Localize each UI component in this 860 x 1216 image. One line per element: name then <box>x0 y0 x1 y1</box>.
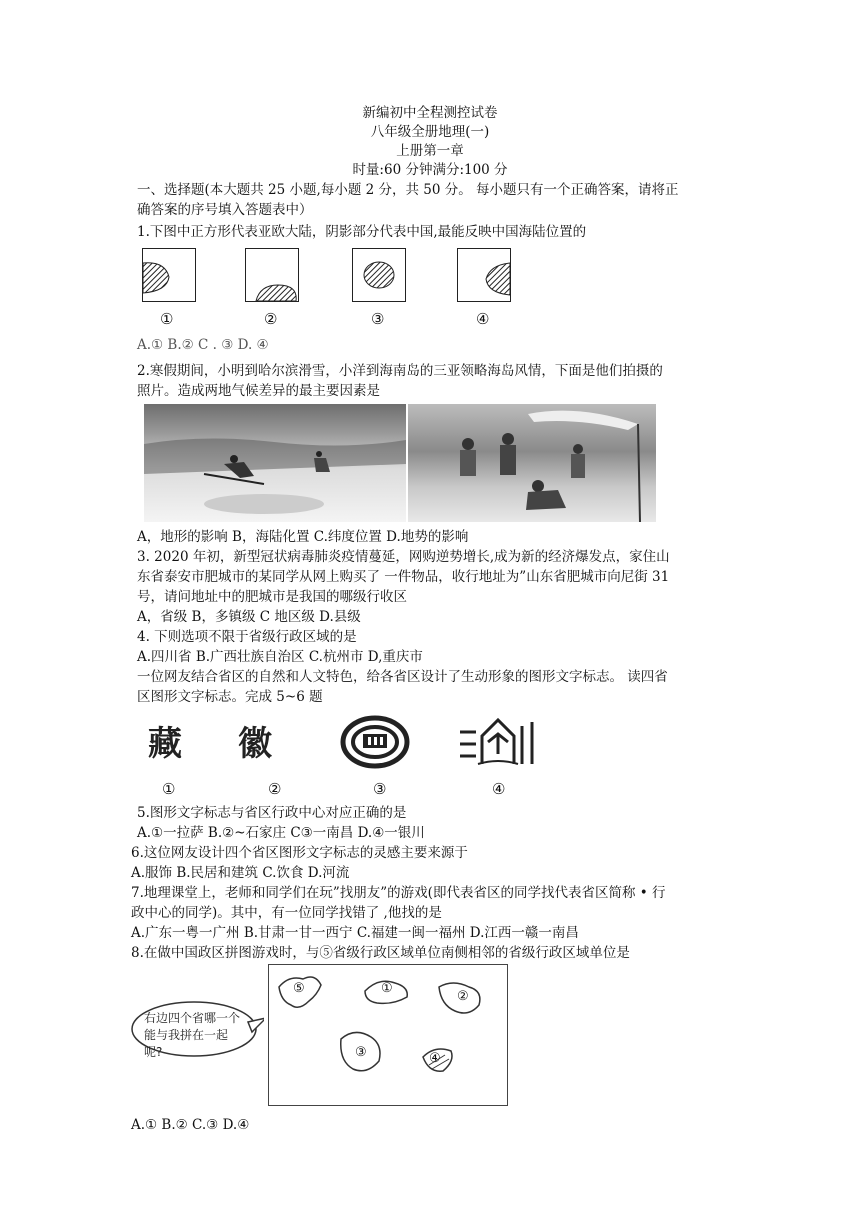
question-1-figures <box>140 246 540 336</box>
beach-photo <box>408 404 656 522</box>
question-3-stem-line1: 3. 2020 年初，新型冠状病毒肺炎疫情蔓延，网购逆势增长,成为新的经济爆发点，家住山 <box>137 549 670 565</box>
question-7-stem-line2: 政中心的同学)。其中，有一位同学找错了 ,他找的是 <box>131 905 442 921</box>
anhui-logo: 徽 <box>238 724 270 764</box>
figure-square-3 <box>352 248 406 302</box>
province-shapes-panel <box>268 964 508 1106</box>
map-label-2: ② <box>457 989 469 1004</box>
exam-chapter: 上册第一章 <box>396 143 464 159</box>
figure-square-1 <box>142 248 196 302</box>
chongqing-logo <box>458 714 538 770</box>
question-4-stem: 4. 下则选项不限于省级行政区域的是 <box>137 629 357 645</box>
section-intro-line1: 一、选择题(本大题共 25 小题,每小题 2 分，共 50 分。 每小题只有一个正确答案，请将正 <box>137 182 679 198</box>
province-logo-figures <box>140 710 540 800</box>
question-3-stem-line3: 号，请问地址中的肥城市是我国的哪级行收区 <box>137 589 407 605</box>
question-6-stem: 6.这位网友设计四个省区图形文字标志的灵感主要来源于 <box>131 845 468 861</box>
question-5-6-intro-line2: 区图形文字标志。完成 5~6 题 <box>137 689 323 705</box>
question-8-stem: 8.在做中国政区拼图游戏时，与⑤省级行政区域单位南侧相邻的省级行政区域单位是 <box>131 945 630 961</box>
question-6-options: A.服饰 B.民居和建筑 C.饮食 D.河流 <box>131 865 350 881</box>
figure-label-4: ④ <box>476 310 490 328</box>
figure-label-3: ③ <box>371 310 385 328</box>
map-label-4: ④ <box>429 1051 441 1066</box>
question-5-6-intro-line1: 一位网友结合省区的自然和人文特色，给各省区设计了生动形象的图形文字标志。 读四省 <box>137 669 668 685</box>
speech-bubble-text: 右边四个省哪一个能与我拼在一起呢? <box>144 1011 241 1059</box>
logo-label-4: ④ <box>492 780 506 798</box>
figure-square-2 <box>245 248 299 302</box>
question-8-options: A.① B.② C.③ D.④ <box>131 1117 250 1133</box>
figure-square-4 <box>457 248 511 302</box>
exam-time-score: 时量:60 分钟满分:100 分 <box>352 162 508 178</box>
sichuan-logo <box>340 714 410 770</box>
figure-label-1: ① <box>160 310 174 328</box>
question-7-stem-line1: 7.地理课堂上，老师和同学们在玩”找朋友”的游戏(即代表省区的同学找代表省区简称 • 行 <box>131 885 666 901</box>
question-1-stem: 1.下图中正方形代表亚欧大陆，阴影部分代表中国,最能反映中国海陆位置的 <box>137 224 587 240</box>
exam-subtitle: 八年级全册地理(一) <box>370 124 490 140</box>
question-2-options: A，地形的影响 B，海陆化置 C.纬度位置 D.地势的影响 <box>137 529 469 545</box>
speech-bubble <box>130 998 264 1060</box>
question-2-stem-line1: 2.寒假期间，小明到哈尔滨滑雪，小洋到海南岛的三亚领略海岛风情，下面是他们拍摄的 <box>137 363 663 379</box>
map-label-5: ⑤ <box>293 981 305 996</box>
province-puzzle-figure <box>130 964 510 1106</box>
question-1-options: A.① B.② C . ③ D. ④ <box>137 337 269 353</box>
logo-label-1: ① <box>162 780 176 798</box>
question-3-options: A，省级 B，多镇级 C 地区级 D.县级 <box>137 609 361 625</box>
question-5-options: A.①一拉萨 B.②~石家庄 C③一南昌 D.④一银川 <box>137 825 425 841</box>
question-5-stem: 5.图形文字标志与省区行政中心对应正确的是 <box>137 805 407 821</box>
question-4-options: A.四川省 B.广西壮族自治区 C.杭州市 D,重庆市 <box>137 649 423 665</box>
map-label-3: ③ <box>355 1045 367 1060</box>
exam-title: 新编初中全程测控试卷 <box>362 105 498 121</box>
logo-label-3: ③ <box>373 780 387 798</box>
section-intro-line2: 确答案的序号填入答题表中） <box>137 202 313 218</box>
figure-label-2: ② <box>264 310 278 328</box>
question-2-stem-line2: 照片。造成两地气候差异的最主要因素是 <box>137 383 380 399</box>
skiing-photo <box>144 404 406 522</box>
map-label-1: ① <box>381 981 393 996</box>
logo-label-2: ② <box>268 780 282 798</box>
question-3-stem-line2: 东省泰安市肥城市的某同学从网上购买了 一件物品，收行地址为”山东省肥城市向尼街 31 <box>137 569 670 585</box>
tibet-logo: 藏 <box>148 724 180 764</box>
question-7-options: A.广东一粤一广州 B.甘肃一甘一西宁 C.福建一闽一福州 D.江西一赣一南昌 <box>131 925 579 941</box>
